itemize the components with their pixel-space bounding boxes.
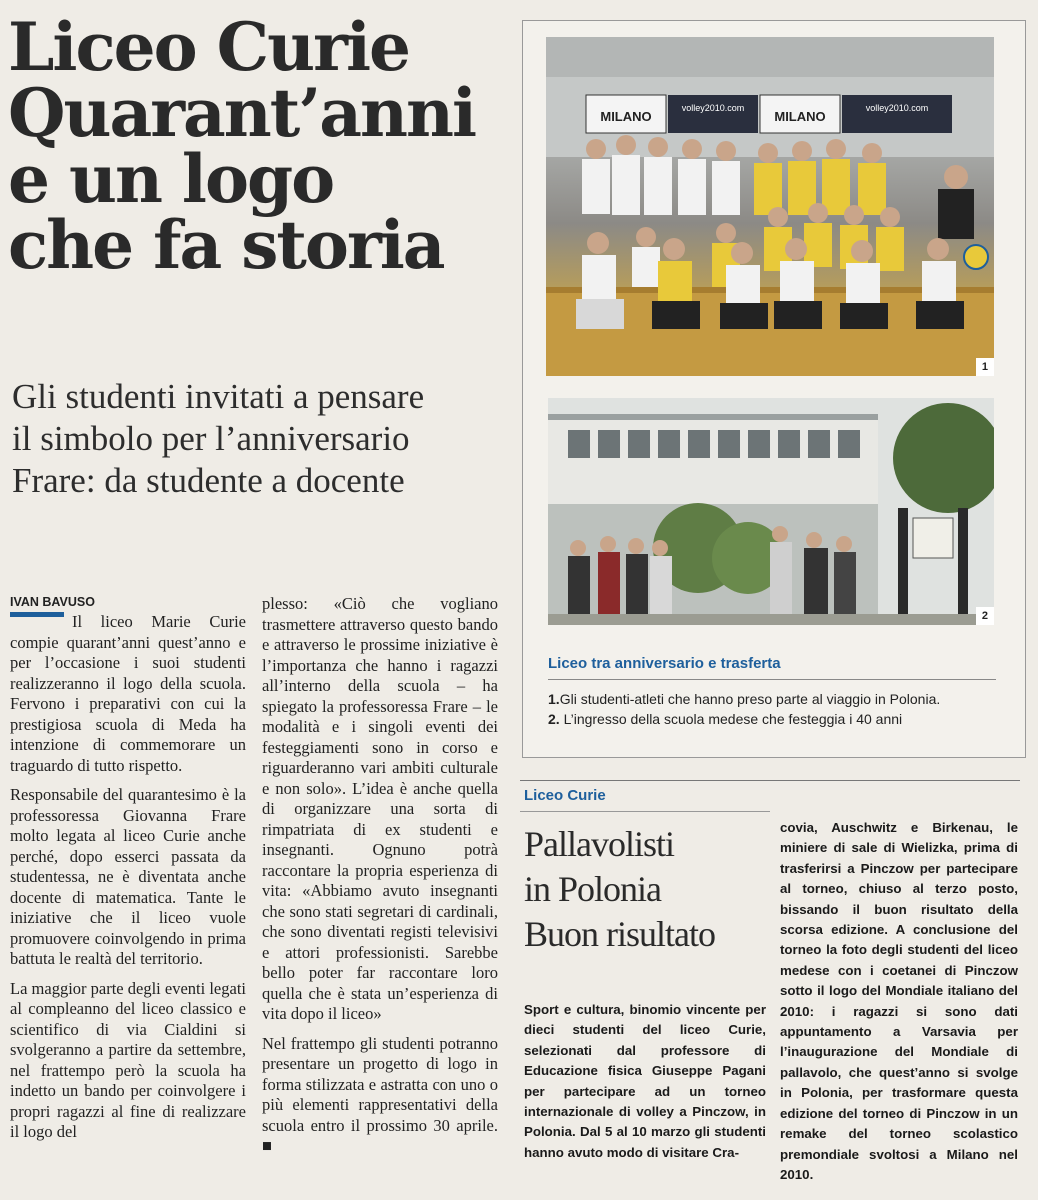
banner-text: volley2010.com xyxy=(681,103,745,113)
headline xyxy=(8,8,508,284)
article-paragraph: La maggior parte degli eventi legati al compleanno del liceo classico e scientifico di via Cialdini si svolgeranno a partire da settembre, nel frattempo però la scuola ha indetto un bando per coinvolgere i propri ragazzi al fine di realizzare il logo del xyxy=(10,978,246,1141)
article-paragraph: Il liceo Marie Curie compie quarant’anni quest’anno e per l’occasione i suoi studenti realizzeranno il logo della scuola. Fervono i preparativi con cui la prestigiosa scuola di Meda ha intenzione di commemorare un traguardo di tutto rispetto. xyxy=(10,612,246,775)
sidebar-top-rule xyxy=(520,780,1020,781)
caption-item xyxy=(548,709,1008,729)
caption-item-number: 1. xyxy=(548,691,560,707)
sidebar-body-column-2: covia, Auschwitz e Birkenau, le miniere di sale di Wielizka, prima di trasferirsi a Pinczow per partecipare al torneo, chiuso al terzo posto, bissando il buon risultato della scorsa edizione. A conclusione del torneo la foto degli studenti del liceo medese con i coetanei di Pinczow sotto il logo del Mondiale italiano del 2010: i ragazzi si sono dati appuntamento a Varsavia per l’inaugurazione del Mondiale di pallavolo, che quest’anno si svolge in Polonia, per trasformare questa edizione del torneo di Pinczow in un remake del torneo scolastico premondiale svoltosi a Milano nel 2010. xyxy=(780,820,1018,1182)
caption-item xyxy=(548,689,1008,709)
subheadline-line-1: Gli studenti invitati a pensare xyxy=(12,377,425,416)
sidebar-title-line-1: Pallavolisti xyxy=(524,824,674,864)
byline: IVAN BAVUSO xyxy=(10,595,95,609)
photo-number: 2 xyxy=(976,607,994,625)
banner-text: MILANO xyxy=(774,109,826,124)
team-photo xyxy=(546,37,994,376)
school-entrance-photo xyxy=(548,398,994,625)
headline-line-1: Liceo Curie xyxy=(8,8,410,86)
subheadline-line-2: il simbolo per l’anniversario xyxy=(12,419,410,458)
caption-divider xyxy=(548,679,996,680)
subheadline xyxy=(12,376,512,502)
article-paragraph: Nel frattempo gli studenti potranno presentare un progetto di logo in forma stilizzata e astratta con uno o più elementi rappresentativi della scuola entro il prossimo 30 aprile. ■ xyxy=(262,1033,498,1155)
banner-text: MILANO xyxy=(600,109,652,124)
photo-number: 1 xyxy=(976,358,994,376)
article-paragraph: Responsabile del quarantesimo è la professoressa Giovanna Frare molto legata al liceo Curie anche perché, dopo esserci passata da studentessa, ne è diventata anche docente di matematica. Tante le iniziative che il liceo vuole promuovere coinvolgendo in prima battuta le realtà del territorio. xyxy=(10,785,246,968)
subheadline-line-3: Frare: da studente a docente xyxy=(12,461,405,500)
article-column-1 xyxy=(10,612,246,1152)
caption-item-text: Gli studenti-atleti che hanno preso parte al viaggio in Polonia. xyxy=(559,691,941,707)
caption-item-text: L’ingresso della scuola medese che festeggia i 40 anni xyxy=(563,711,903,727)
headline-line-4: che fa storia xyxy=(8,206,444,284)
sidebar-title xyxy=(524,822,774,957)
sidebar-body-column-1: Sport e cultura, binomio vincente per dieci studenti del liceo Curie, selezionati dal professore di Educazione fisica Giuseppe Pagani per partecipare ad un torneo internazionale di volley a Pinczow, in Polonia. Dal 5 al 10 marzo gli studenti hanno avuto modo di visitare Cra- xyxy=(524,1002,766,1160)
banner-text: volley2010.com xyxy=(865,103,929,113)
sidebar-title-line-2: in Polonia xyxy=(524,869,662,909)
team-photo-illustration xyxy=(546,37,994,376)
article-column-2 xyxy=(262,594,498,1166)
headline-line-3: e un logo xyxy=(8,140,334,218)
school-entrance-illustration xyxy=(548,398,994,625)
caption-title: Liceo tra anniversario e trasferta xyxy=(548,655,781,672)
caption-text xyxy=(548,689,1008,729)
sidebar-title-line-3: Buon risultato xyxy=(524,914,715,954)
article-paragraph: plesso: «Ciò che vogliano trasmettere attraverso questo bando e attraverso le prossime iniziative è l’importanza che hanno i ragazzi all’interno della scuola – ha spiegato la professoressa Frare – le modalità e i singoli eventi dei festeggiamenti sono in corso e riguarderanno vari ambiti culturale e non solo». L’idea è anche quella di organizzare una sorta di rimpatriata di ex studenti e insegnanti. Ognuno potrà raccontare la propria esperienza di vita: «Abbiamo avuto insegnanti che sono stati segretari di cardinali, che sono diventati registi televisivi e attori professionisti. Sarebbe bello poter far raccontare loro quella che è stata un’esperienza di vita dopo il liceo» xyxy=(262,594,498,1023)
caption-item-number: 2. xyxy=(548,711,560,727)
sidebar-tag: Liceo Curie xyxy=(524,787,606,804)
sidebar-tag-rule xyxy=(520,811,770,812)
headline-line-2: Quarant’anni xyxy=(8,74,476,152)
